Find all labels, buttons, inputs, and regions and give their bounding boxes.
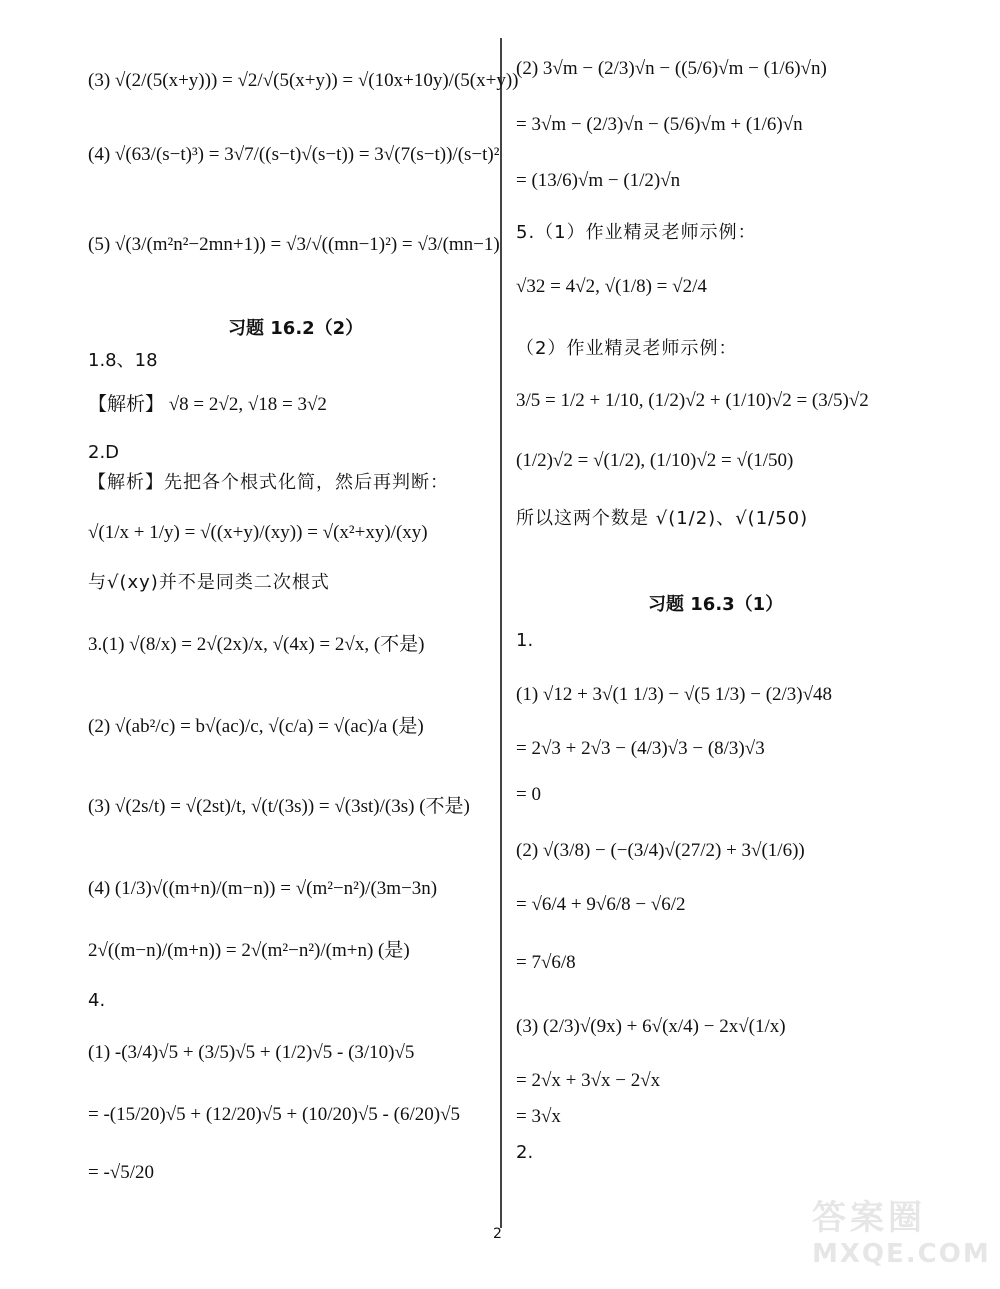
left-line-11: 3.(1) √(8/x) = 2√(2x)/x, √(4x) = 2√x, (不是) [88, 634, 425, 655]
right-line-7: 3/5 = 1/2 + 1/10, (1/2)√2 + (1/10)√2 = (3/5)√2 [516, 390, 869, 411]
right-line-19: = 2√x + 3√x − 2√x [516, 1070, 661, 1091]
left-line-2: (4) √(63/(s−t)³) = 3√7/((s−t)√(s−t)) = 3√(7(s−t))/(s−t)² [88, 144, 500, 165]
left-line-14: (4) (1/3)√((m+n)/(m−n)) = √(m²−n²)/(3m−3n) [88, 878, 438, 899]
section-heading-16-2: 习题 16.2（2） [228, 318, 364, 339]
left-line-12: (2) √(ab²/c) = b√(ac)/c, √(c/a) = √(ac)/a (是) [88, 716, 424, 737]
right-line-21: 2. [516, 1142, 534, 1163]
left-line-17: (1) -(3/4)√5 + (3/5)√5 + (1/2)√5 - (3/10)√5 [88, 1042, 415, 1063]
right-line-6: （2）作业精灵老师示例： [516, 338, 738, 359]
watermark-logo [812, 1190, 992, 1280]
right-line-20: = 3√x [516, 1106, 561, 1127]
left-line-18: = -(15/20)√5 + (12/20)√5 + (10/20)√5 - (6/20)√5 [88, 1104, 460, 1125]
left-line-9: √(1/x + 1/y) = √((x+y)/(xy)) = √(x²+xy)/(xy) [88, 522, 428, 543]
right-line-17: = 7√6/8 [516, 952, 576, 973]
right-line-3: = (13/6)√m − (1/2)√n [516, 170, 681, 191]
right-line-14: = 0 [516, 784, 541, 805]
right-line-4: 5.（1）作业精灵老师示例： [516, 222, 757, 243]
right-line-15: (2) √(3/8) − (−(3/4)√(27/2) + 3√(1/6)) [516, 840, 805, 861]
left-line-13: (3) √(2s/t) = √(2st)/t, √(t/(3s)) = √(3st)/(3s) (不是) [88, 796, 470, 817]
left-line-3: (5) √(3/(m²n²−2mn+1)) = √3/√((mn−1)²) = √3/(mn−1) [88, 234, 500, 255]
right-line-5: √32 = 4√2, √(1/8) = √2/4 [516, 276, 707, 297]
right-line-13: = 2√3 + 2√3 − (4/3)√3 − (8/3)√3 [516, 738, 765, 759]
left-line-19: = -√5/20 [88, 1162, 154, 1183]
page-number: 2 [493, 1226, 502, 1242]
watermark-bottom: MXQE.COM [812, 1239, 991, 1269]
right-line-9: 所以这两个数是 √(1/2)、√(1/50) [516, 508, 809, 529]
column-divider [500, 38, 502, 1228]
right-line-16: = √6/4 + 9√6/8 − √6/2 [516, 894, 686, 915]
right-line-2: = 3√m − (2/3)√n − (5/6)√m + (1/6)√n [516, 114, 803, 135]
right-line-18: (3) (2/3)√(9x) + 6√(x/4) − 2x√(1/x) [516, 1016, 786, 1037]
left-line-6: 【解析】 √8 = 2√2, √18 = 3√2 [88, 394, 327, 415]
right-line-12: (1) √12 + 3√(1 1/3) − √(5 1/3) − (2/3)√48 [516, 684, 833, 705]
right-line-11: 1. [516, 630, 534, 651]
left-line-10: 与√(xy)并不是同类二次根式 [88, 572, 330, 593]
left-line-7: 2.D [88, 442, 120, 463]
left-line-16: 4. [88, 990, 106, 1011]
left-line-8: 【解析】先把各个根式化简，然后再判断： [88, 472, 449, 493]
right-line-8: (1/2)√2 = √(1/2), (1/10)√2 = √(1/50) [516, 450, 794, 471]
left-line-15: 2√((m−n)/(m+n)) = 2√(m²−n²)/(m+n) (是) [88, 940, 410, 961]
watermark-top: 答案圈 [812, 1198, 926, 1238]
left-line-5: 1.8、18 [88, 350, 158, 371]
left-line-1: (3) √(2/(5(x+y))) = √2/√(5(x+y)) = √(10x+10y)/(5(x+y)) [88, 70, 519, 91]
right-line-1: (2) 3√m − (2/3)√n − ((5/6)√m − (1/6)√n) [516, 58, 827, 79]
section-heading-16-3: 习题 16.3（1） [648, 594, 784, 615]
